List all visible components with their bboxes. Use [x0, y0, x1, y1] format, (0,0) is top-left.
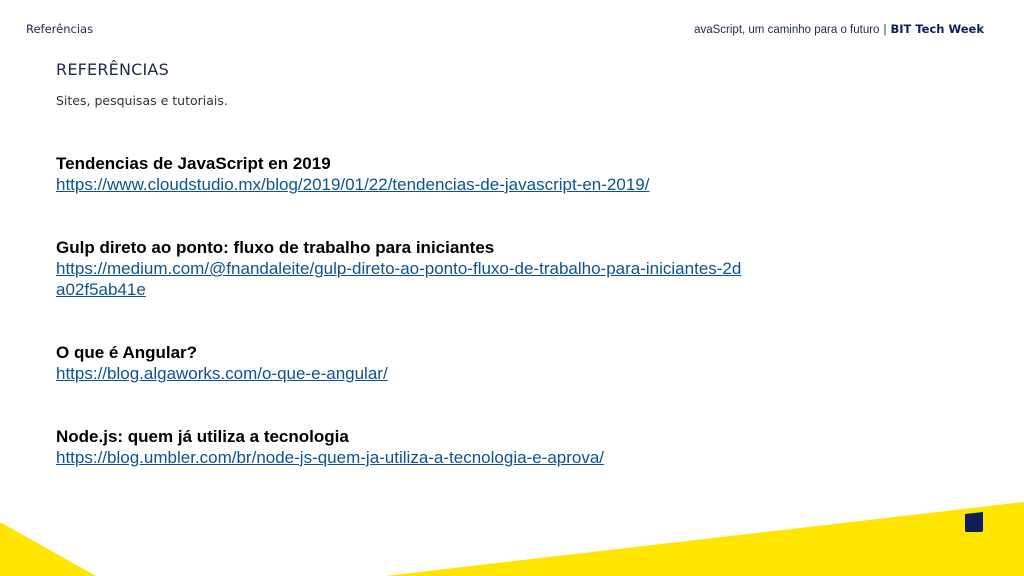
reference-title: O que é Angular?: [56, 343, 198, 362]
brand-name: BIT Tech Week: [890, 22, 984, 36]
reference-item: [56, 426, 776, 468]
reference-title: Node.js: quem já utiliza a tecnologia: [56, 427, 349, 446]
reference-link[interactable]: https://blog.umbler.com/br/node-js-quem-ja-utiliza-a-tecnologia-e-aprova/: [56, 448, 605, 467]
reference-link[interactable]: https://medium.com/@fnandaleite/gulp-direto-ao-ponto-fluxo-de-trabalho-para-iniciantes-2da02f5ab41e: [56, 259, 742, 299]
reference-title: Gulp direto ao ponto: fluxo de trabalho para iniciantes: [56, 238, 495, 257]
reference-link[interactable]: https://www.cloudstudio.mx/blog/2019/01/22/tendencias-de-javascript-en-2019/: [56, 175, 650, 194]
reference-item: [56, 342, 776, 384]
reference-link[interactable]: https://blog.algaworks.com/o-que-e-angular/: [56, 364, 388, 383]
reference-item: [56, 153, 776, 195]
page-title: REFERÊNCIAS: [56, 60, 169, 79]
section-label: Referências: [26, 22, 94, 36]
references-list: [56, 153, 776, 510]
presentation-header: [694, 22, 984, 36]
reference-item: [56, 237, 776, 300]
presentation-title: avaScript, um caminho para o futuro: [694, 24, 880, 36]
header-separator: |: [883, 24, 887, 36]
bit-logo-icon: [964, 512, 984, 532]
reference-title: Tendencias de JavaScript en 2019: [56, 154, 331, 173]
page-subtitle: Sites, pesquisas e tutoriais.: [56, 93, 228, 108]
